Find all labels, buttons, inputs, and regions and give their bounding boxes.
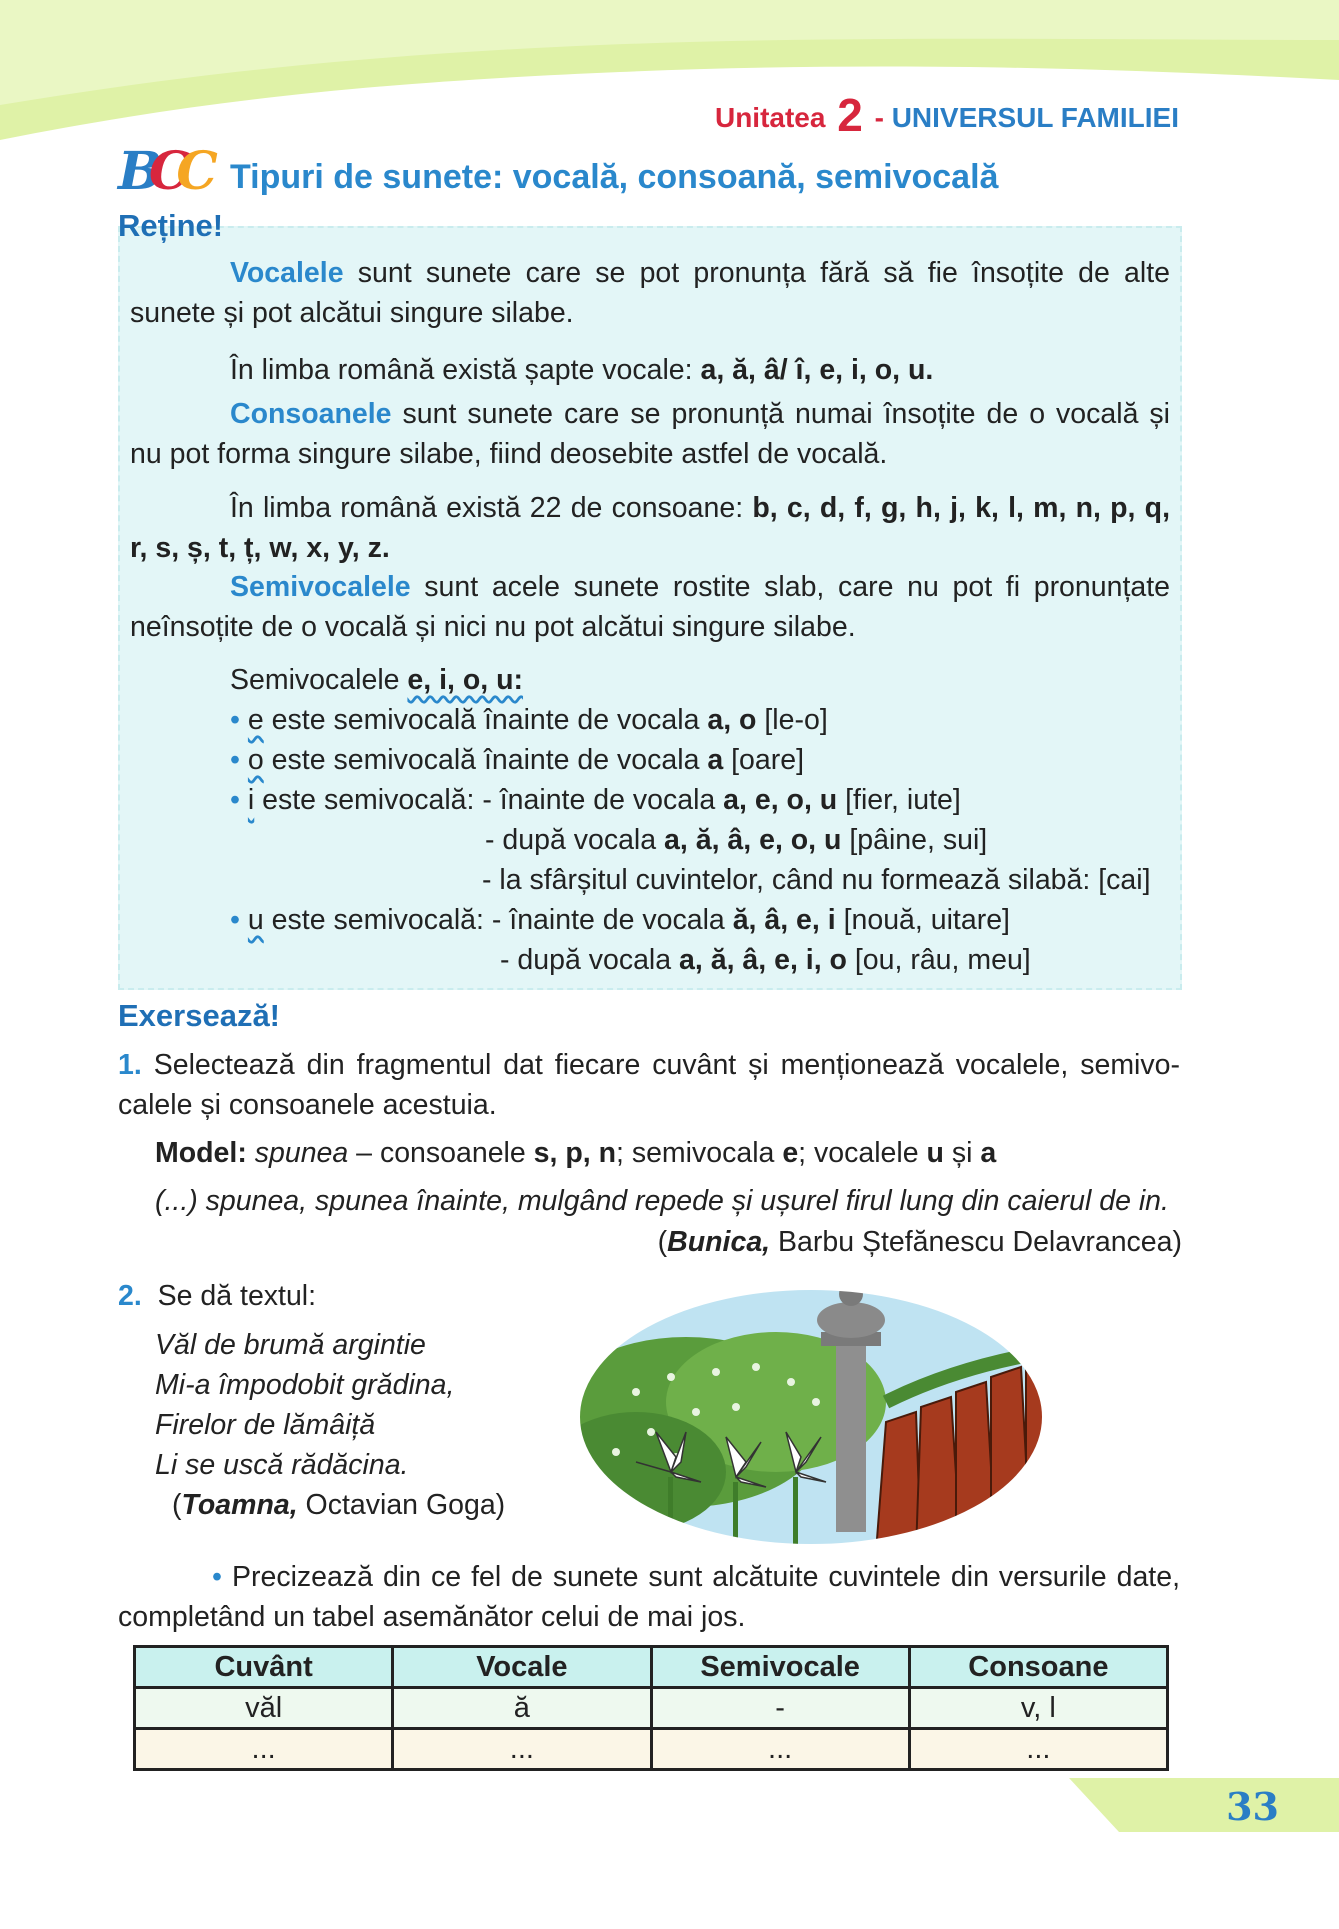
exercise-1-quote: (...) spunea, spunea înainte, mulgând repede și ușurel firul lung din caierul de in. — [155, 1185, 1169, 1217]
table-header-row — [135, 1647, 1168, 1688]
sounds-table — [133, 1645, 1169, 1771]
table-cell: ... — [135, 1729, 393, 1770]
table-row — [135, 1688, 1168, 1729]
table-cell: - — [651, 1688, 909, 1729]
exercise-1-model: Model: spunea – consoanele s, p, n; semivocala e; vocalele u și a — [155, 1137, 997, 1169]
table-header: Semivocale — [651, 1647, 909, 1688]
table-header: Cuvânt — [135, 1647, 393, 1688]
exercise-2-text: 2. Se dă textul: — [118, 1280, 317, 1312]
retine-heading: Reține! — [118, 208, 224, 243]
page-number: 33 — [1226, 1784, 1279, 1829]
exercise-2-source: (Toamna, Octavian Goga) — [172, 1489, 506, 1521]
poem-line-2: Mi-a împodobit grădina, — [155, 1369, 455, 1401]
garden-illustration — [576, 1272, 1046, 1552]
page-number-background — [1069, 1778, 1339, 1832]
semivocale-rule-o: • o este semivocală înainte de vocala a [oare] — [230, 744, 805, 776]
unit-title: UNIVERSUL FAMILIEI — [891, 102, 1179, 133]
rule-consoane: Consoanele sunt sunete care se pronunță numai însoțite de o vocală și nu pot forma singure silabe, fiind deosebite astfel de vocală. — [130, 398, 1170, 470]
rule-vocale-list: În limba română există șapte vocale: a, ă, â/ î, e, i, o, u. — [230, 354, 934, 386]
rule-vocale: Vocalele sunt sunete care se pot pronunța fără să fie însoțite de alte sunete și pot alcătui singure silabe. — [130, 257, 1170, 329]
semivocale-intro: Semivocalele e, i, o, u: — [230, 664, 524, 696]
semivocale-rule-i-end: - la sfârșitul cuvintelor, când nu formează silabă: [cai] — [482, 864, 1151, 896]
rule-consoane-list: În limba română există 22 de consoane: b, c, d, f, g, h, j, k, l, m, n, p, q, r, s, ș, t, ț, w, x, y, z. — [130, 492, 1171, 564]
page-number-tab — [1069, 1778, 1339, 1832]
exercise-1-text: 1. Selectează din fragmentul dat fiecare cuvânt și menționează vocalele, semivo-calele și consoanele acestuia. — [118, 1049, 1180, 1121]
table-header: Consoane — [909, 1647, 1167, 1688]
table-cell: ă — [393, 1688, 651, 1729]
table-cell: ... — [651, 1729, 909, 1770]
poem-line-3: Firelor de lămâiță — [155, 1409, 376, 1441]
exercise-1-source: (Bunica, Barbu Ștefănescu Delavrancea) — [657, 1226, 1182, 1258]
rule-semivocale: Semivocalele sunt acele sunete rostite slab, care nu pot fi pronunțate neînsoțite de o vocală și nici nu pot alcătui singure silabe. — [130, 571, 1170, 643]
unit-number: 2 — [837, 89, 863, 141]
table-header: Vocale — [393, 1647, 651, 1688]
semivocale-rule-i: • i este semivocală: - înainte de vocala a, e, o, u [fier, iute] — [230, 784, 961, 816]
abc-logo-icon: BCC — [118, 141, 204, 202]
table-cell: ... — [393, 1729, 651, 1770]
poem-line-1: Văl de brumă argintie — [155, 1329, 426, 1361]
table-cell: v, l — [909, 1688, 1167, 1729]
semivocale-rule-e: • e este semivocală înainte de vocala a, o [le-o] — [230, 704, 828, 736]
exercise-2-task: • Precizează din ce fel de sunete sunt alcătuite cuvintele din versurile date, completând un tabel asemănător celui de mai jos. — [118, 1561, 1180, 1633]
unit-label: Unitatea — [714, 102, 826, 133]
unit-header — [714, 84, 1179, 141]
exercises-heading: Exersează! — [118, 998, 281, 1033]
table-row — [135, 1729, 1168, 1770]
semivocale-rule-u-after: - după vocala a, ă, â, e, i, o [ou, râu, meu] — [500, 944, 1031, 976]
poem-line-4: Li se uscă rădăcina. — [155, 1449, 409, 1481]
semivocale-rule-u: • u este semivocală: - înainte de vocala ă, â, e, i [nouă, uitare] — [230, 904, 1010, 936]
semivocale-rule-i-after: - după vocala a, ă, â, e, o, u [pâine, sui] — [485, 824, 988, 856]
table-cell: ... — [909, 1729, 1167, 1770]
section-title: Tipuri de sunete: vocală, consoană, semivocală — [230, 158, 999, 196]
table-cell: văl — [135, 1688, 393, 1729]
unit-separator: - — [874, 102, 884, 133]
